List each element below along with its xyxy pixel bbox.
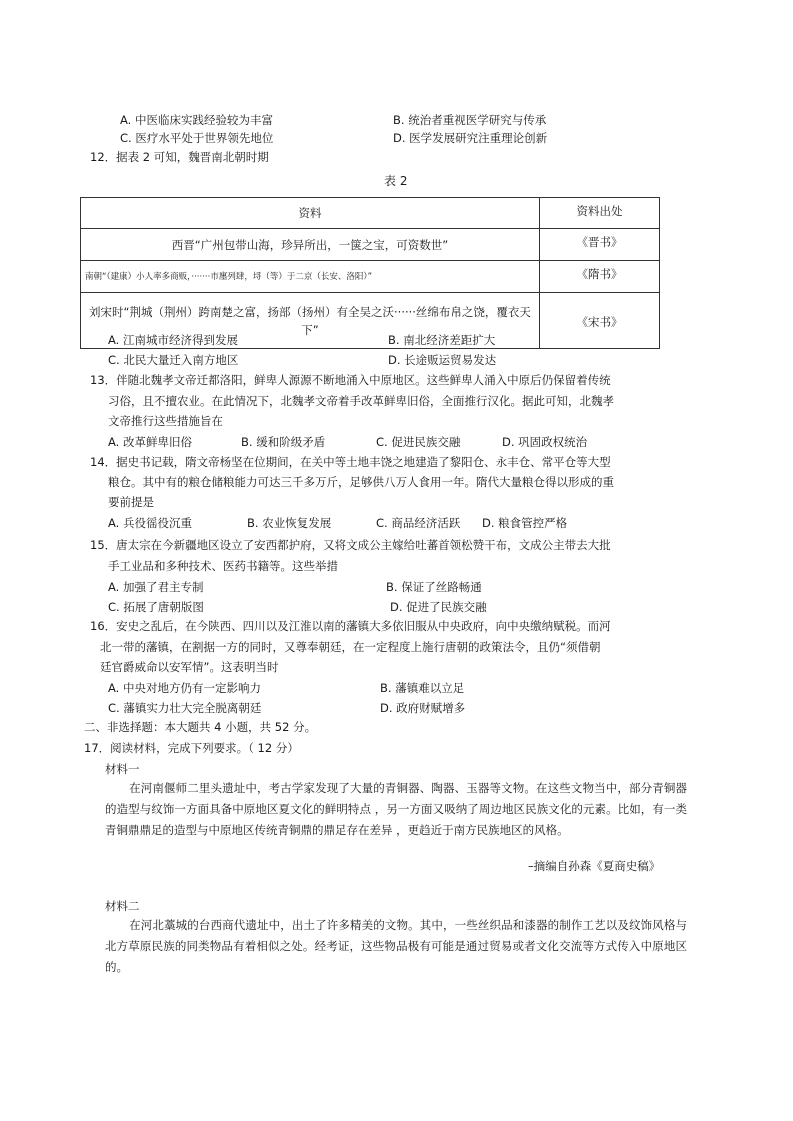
q14-option-c: C. 商品经济活跃	[376, 516, 461, 530]
q12-stem: 12．据表 2 可知，魏晋南北朝时期	[90, 150, 269, 164]
q15-option-a: A. 加强了君主专制	[108, 580, 204, 594]
q12-option-b: B. 南北经济差距扩大	[388, 333, 496, 347]
table-title: 表 2	[384, 174, 408, 188]
table-cell-source: 《隋书》	[540, 261, 660, 293]
q13-line-1: 13．伴随北魏孝文帝迁都洛阳，鲜卑人源源不断地涌入中原地区。这些鲜卑人涌入中原后仍保留着传统	[90, 373, 611, 387]
section-heading: 二、非选择题：本大题共 4 小题，共 52 分。	[84, 720, 317, 734]
q11-option-b: B. 统治者重视医学研究与传承	[393, 113, 547, 127]
q15-option-d: D. 促进了民族交融	[390, 600, 487, 614]
table-cell-material: 刘宋时“荆城（荆州）跨南楚之富，扬部（扬州）有全吴之沃······丝绵布帛之饶，覆衣天下”	[81, 293, 540, 349]
material-2-text: 在河北藁城的台西商代遗址中，出土了许多精美的文物。其中，一些丝织品和漆器的制作工艺以及纹饰风格与北方草原民族的同类物品有着相似之处。经考证，这些物品极有可能是通过贸易或者文化交流等方式传入中原地区的。	[105, 918, 687, 974]
table-header-source: 资料出处	[540, 198, 660, 229]
q13-option-b: B. 缓和阶级矛盾	[241, 435, 326, 449]
q16-option-b: B. 藩镇难以立足	[380, 681, 465, 695]
q14-line-3: 要前提是	[108, 495, 154, 509]
q16-option-d: D. 政府财赋增多	[380, 701, 466, 715]
q13-line-2: 习俗，且不擅农业。在此情况下，北魏孝文帝着手改革鲜卑旧俗，全面推行汉化。据此可知，北魏孝	[108, 394, 614, 408]
q13-option-a: A. 改革鲜卑旧俗	[108, 435, 192, 449]
q12-option-c: C. 北民大量迁入南方地区	[108, 353, 239, 367]
q16-option-c: C. 藩镇实力壮大完全脱离朝廷	[108, 701, 262, 715]
q14-option-d: D. 粮食管控严格	[482, 516, 568, 530]
q11-option-c: C. 医疗水平处于世界领先地位	[120, 131, 274, 145]
q14-option-b: B. 农业恢复发展	[247, 516, 332, 530]
q13-option-d: D. 巩固政权统治	[502, 435, 588, 449]
table-header-material: 资料	[81, 198, 540, 229]
material-1-label: 材料一	[105, 762, 140, 776]
table-cell-material: 西晋“广州包带山海，珍异所出，一箧之宝，可资数世”	[81, 229, 540, 261]
q16-line-1: 16．安史之乱后，在今陕西、四川以及江淮以南的藩镇大多依旧服从中央政府，向中央缴纳赋税。而河	[90, 619, 611, 633]
q11-option-d: D. 医学发展研究注重理论创新	[393, 131, 548, 145]
q15-line-2: 手工业品和多种技术、医药书籍等。这些举措	[108, 559, 338, 573]
q14-option-a: A. 兵役徭役沉重	[108, 516, 192, 530]
q13-line-3: 文帝推行这些措施旨在	[108, 414, 223, 428]
table-cell-material: 南朝“（建康）小人率多商贩，·······市廛列肆，埒（等）于二京（长安、洛阳）”	[81, 261, 540, 293]
q17-stem: 17．阅读材料，完成下列要求。（ 12 分）	[84, 741, 299, 755]
q16-option-a: A. 中央对地方仍有一定影响力	[108, 681, 261, 695]
data-table	[80, 197, 660, 349]
q15-option-c: C. 拓展了唐朝版图	[108, 600, 204, 614]
q15-line-1: 15．唐太宗在今新疆地区设立了安西都护府，又将文成公主嫁给吐蕃首领松赞干布，文成公主带去大批	[90, 538, 611, 552]
material-2-label: 材料二	[105, 899, 140, 913]
q14-line-1: 14．据史书记载，隋文帝杨坚在位期间，在关中等土地丰饶之地建造了黎阳仓、永丰仓、常平仓等大型	[90, 455, 611, 469]
material-1-text: 在河南偃师二里头遗址中，考古学家发现了大量的青铜器、陶器、玉器等文物。在这些文物当中，部分青铜器的造型与纹饰一方面具备中原地区夏文化的鲜明特点 ，另一方面又吸纳了周边地区民族文化的元素。比如，有一类青铜鼎鼎足的造型与中原地区传统青铜鼎的鼎足存在差异 ，更趋近于南方民族地区的风格。	[105, 781, 687, 837]
q12-option-a: A. 江南城市经济得到发展	[108, 333, 238, 347]
q11-option-a: A. 中医临床实践经验较为丰富	[120, 113, 273, 127]
q13-option-c: C. 促进民族交融	[376, 435, 461, 449]
table-cell-source: 《宋书》	[540, 293, 660, 349]
table-cell-source: 《晋书》	[540, 229, 660, 261]
q12-option-d: D. 长途贩运贸易发达	[388, 353, 497, 367]
material-1-source: –摘编自孙森《夏商史稿》	[528, 859, 661, 873]
q15-option-b: B. 保证了丝路畅通	[386, 580, 482, 594]
q16-line-3: 廷官爵威命以安军情”。这表明当时	[100, 660, 279, 674]
q16-line-2: 北一带的藩镇，在割据一方的同时，又尊奉朝廷，在一定程度上施行唐朝的政策法令，且仍“须借朝	[100, 640, 601, 654]
q14-line-2: 粮仓。其中有的粮仓储粮能力可达三千多万斤，足够供八万人食用一年。隋代大量粮仓得以形成的重	[108, 475, 614, 489]
